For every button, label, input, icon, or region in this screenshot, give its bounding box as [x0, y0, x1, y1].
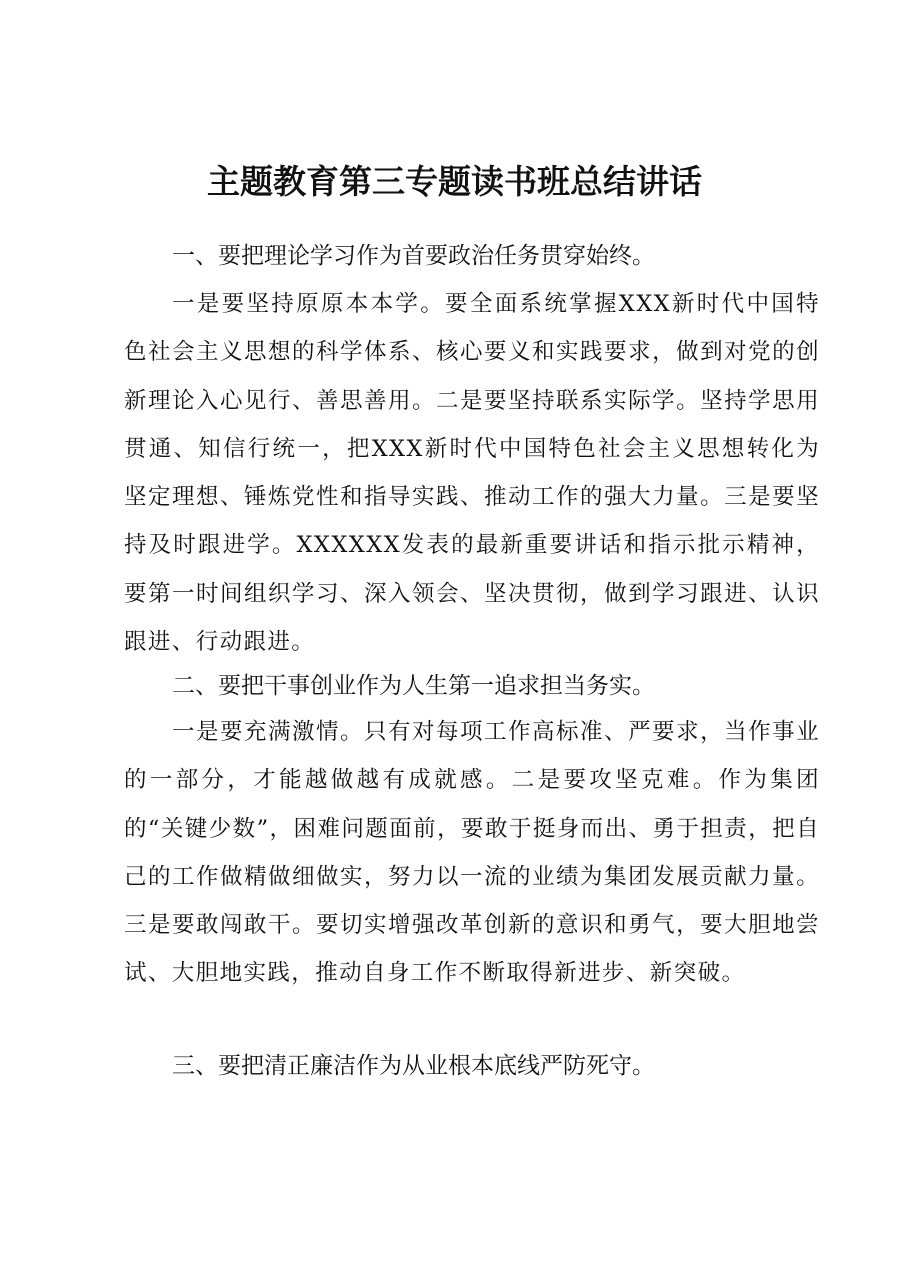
- document-title: 主题教育第三专题读书班总结讲话: [207, 162, 702, 201]
- section-paragraph-1: 一是要坚持原原本本学。要全面系统掌握XXX新时代中国特色社会主义思想的科学体系、核心要义和实践要求，做到对党的创新理论入心见行、善思善用。二是要坚持联系实际学。坚持学思用贯通、知信行统一，把XXX新时代中国特色社会主义思想转化为坚定理想、锤炼党性和指导实践、推动工作的强大力量。三是要坚持及时跟进学。XXXXXX发表的最新重要讲话和指示批示精神，要第一时间组织学习、深入领会、坚决贯彻，做到学习跟进、认识跟进、行动跟进。: [124, 291, 820, 656]
- section-heading-2: 二、要把干事创业作为人生第一追求担当务实。: [172, 673, 655, 699]
- section-heading-3: 三、要把清正廉洁作为从业根本底线严防死守。: [172, 1053, 655, 1079]
- section-heading-1: 一、要把理论学习作为首要政治任务贯穿始终。: [172, 243, 655, 269]
- section-paragraph-2: 一是要充满激情。只有对每项工作高标准、严要求，当作事业的一部分，才能越做越有成就感。二是要攻坚克难。作为集团的“关键少数”，困难问题面前，要敢于挺身而出、勇于担责，把自己的工作做精做细做实，努力以一流的业绩为集团发展贡献力量。三是要敢闯敢干。要切实增强改革创新的意识和勇气，要大胆地尝试、大胆地实践，推动自身工作不断取得新进步、新突破。: [124, 719, 820, 987]
